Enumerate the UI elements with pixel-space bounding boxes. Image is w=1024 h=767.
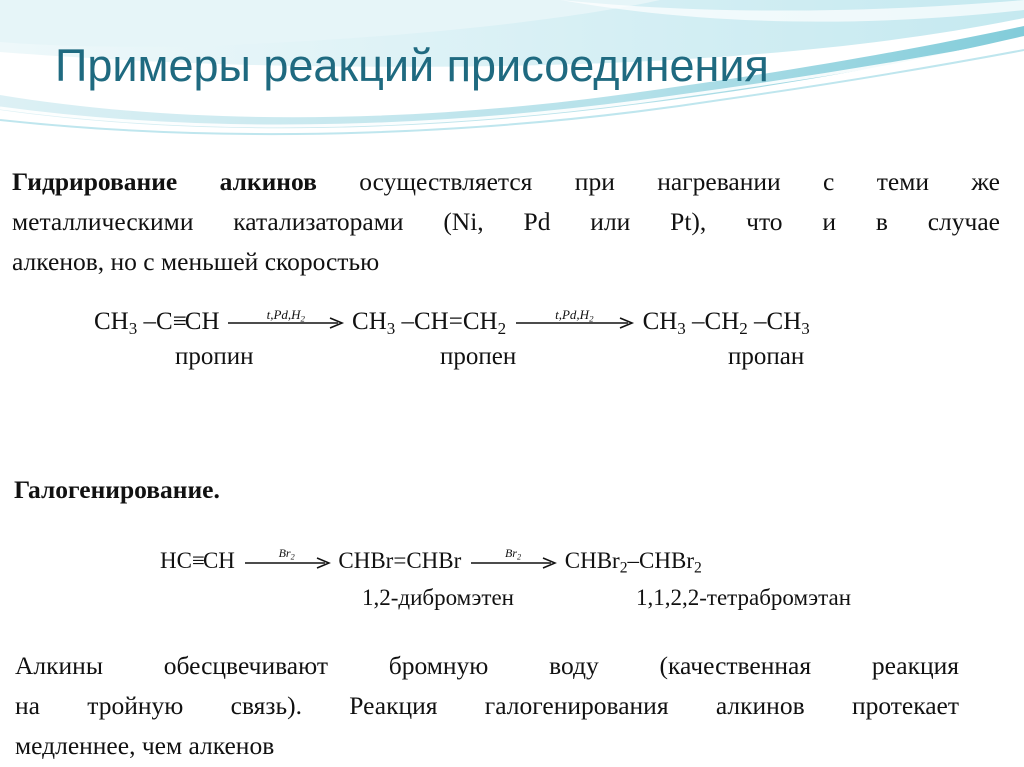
text-line — [12, 162, 1000, 202]
formula-part: –CH — [747, 308, 802, 335]
formula-part: –CHBr — [627, 548, 694, 573]
condition-subscript: 2 — [290, 552, 295, 561]
reaction-arrow — [241, 545, 333, 570]
hydrogenation-paragraph — [12, 162, 1000, 282]
text-line: металлическими катализаторами (Ni, Pd или Pt), что и в случае — [12, 207, 1000, 236]
text-line: медленнее, чем алкенов — [15, 731, 275, 760]
condition-subscript: 2 — [516, 552, 522, 561]
halogenation-equation — [160, 545, 702, 577]
halogenation-heading: Галогенирование. — [14, 475, 220, 504]
conclusion-paragraph — [15, 646, 959, 766]
formula-subscript: 3 — [386, 318, 396, 338]
text-line: Алкины обесцвечивают бромную воду (качественная реакция — [15, 651, 959, 680]
condition-subscript: 2 — [300, 313, 305, 324]
name-dibromoethene: 1,2-дибромэтен — [362, 585, 514, 610]
text-line: алкенов, но с меньшей скоростью — [12, 247, 380, 276]
condition-text: t,Pd,H — [266, 307, 301, 323]
name-tetrabromoethane: 1,1,2,2-тетрабромэтан — [636, 585, 852, 610]
formula-dibromoethene: CHBr=CHBr — [338, 548, 462, 573]
formula-part: CH — [352, 308, 387, 335]
formula-part: CH — [184, 308, 220, 335]
triple-bond-symbol: ≡ — [172, 308, 185, 335]
formula-subscript: 2 — [693, 559, 702, 577]
triple-bond-symbol: ≡ — [191, 548, 203, 573]
text-line: на тройную связь). Реакция галогенирования алкинов протекает — [15, 691, 959, 720]
name-propane: пропан — [728, 343, 805, 370]
term-hydrogenation: Гидрирование алкинов — [12, 167, 317, 196]
text-span: осуществляется при нагревании с теми же — [316, 167, 1000, 196]
formula-subscript: 3 — [801, 318, 810, 338]
condition-text: Br — [504, 545, 517, 560]
name-propene: пропен — [440, 343, 517, 370]
formula-subscript: 3 — [677, 318, 686, 338]
formula-part: CH — [642, 308, 678, 335]
formula-tetrabromoethane — [564, 548, 702, 577]
formula-part: CHBr — [564, 548, 620, 573]
formula-part: –C — [137, 308, 173, 335]
slide-title: Примеры реакций присоединения — [55, 40, 769, 91]
reaction-arrow — [226, 307, 346, 330]
condition-text: Br — [278, 545, 291, 560]
formula-part: CH — [94, 308, 129, 335]
hydrogenation-equation — [94, 308, 810, 336]
formula-subscript: 2 — [619, 559, 628, 577]
formula-subscript: 2 — [497, 318, 507, 338]
reaction-condition — [467, 546, 559, 561]
formula-propane — [642, 308, 810, 338]
formula-part: CH — [202, 548, 235, 573]
formula-propyne — [94, 308, 220, 338]
condition-text: t,Pd,H — [555, 307, 590, 323]
formula-part: –CH=CH — [395, 308, 498, 335]
condition-subscript: 2 — [589, 313, 594, 324]
formula-part: HC — [160, 548, 192, 573]
reaction-arrow — [467, 545, 559, 570]
formula-subscript: 2 — [739, 318, 748, 338]
formula-acetylene — [160, 548, 235, 573]
reaction-arrow — [512, 307, 636, 330]
reaction-condition — [241, 546, 333, 561]
formula-propene — [352, 308, 507, 338]
name-propyne: пропин — [175, 343, 254, 370]
reaction-condition — [226, 307, 346, 323]
formula-part: –CH — [685, 308, 740, 335]
reaction-condition — [512, 307, 636, 323]
formula-subscript: 3 — [128, 318, 138, 338]
